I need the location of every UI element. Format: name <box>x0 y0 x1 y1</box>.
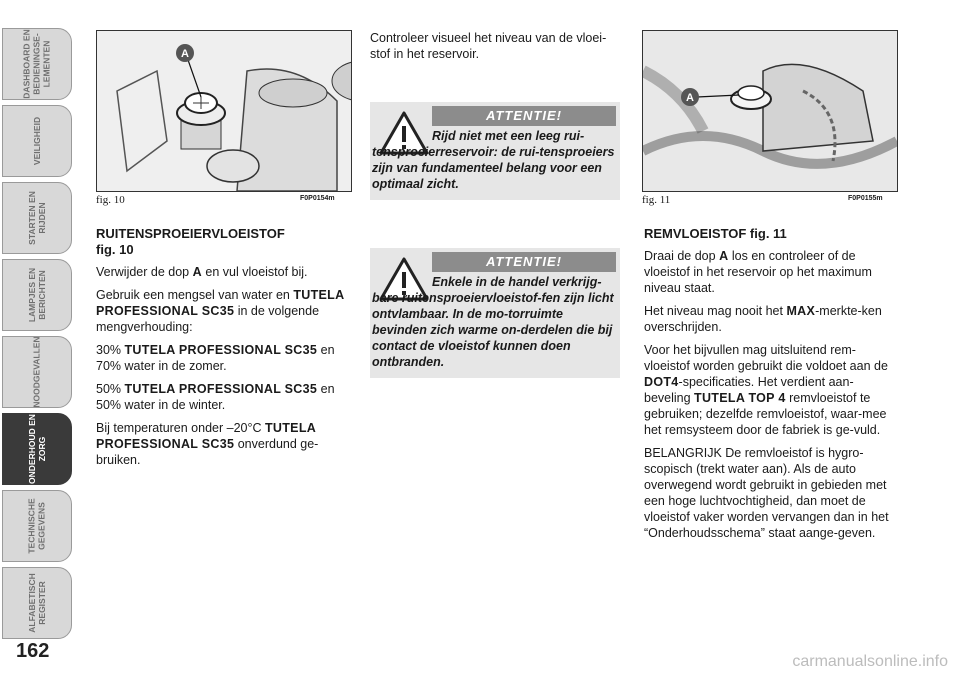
paragraph: Voor het bijvullen mag uitsluitend rem-vloeistof worden gebruikt die voldoet aan de DOT4-specificaties. Het verdient aan-beveling TUTELA TOP 4 remvloeistof te gebruiken; dezelfde remvloeistof, waar-mee het remsysteem door de fabriek is ge-vuld. <box>644 343 888 437</box>
paragraph: Verwijder de dop A en vul vloeistof bij. <box>96 265 308 279</box>
paragraph: Het niveau mag nooit het MAX-merkte-ken overschrijden. <box>644 304 882 334</box>
tab-label: NOODGEVALLEN <box>32 336 42 408</box>
tab-register[interactable] <box>2 567 72 639</box>
paragraph: Draai de dop A los en controleer of de vloeistof in het reservoir op het maximum niveau staat. <box>644 249 872 295</box>
attention-title: ATTENTIE! <box>432 252 616 272</box>
figure-11-caption: fig. 11 <box>642 194 671 206</box>
tab-label: ALFABETISCH REGISTER <box>27 573 47 633</box>
middle-intro: Controleer visueel het niveau van de vloei-stof in het reservoir. <box>370 31 607 61</box>
figure-10-image <box>96 30 352 192</box>
tab-label: DASHBOARD EN BEDIENINGSE- LEMENTEN <box>22 29 53 99</box>
attention-box-1 <box>370 102 620 200</box>
right-column <box>644 226 898 548</box>
paragraph: 30% TUTELA PROFESSIONAL SC35 en 70% water in de zomer. <box>96 343 335 373</box>
tab-onderhoud[interactable] <box>2 413 72 485</box>
watermark: carmanualsonline.info <box>792 653 948 670</box>
tab-label: STARTEN EN RIJDEN <box>27 191 47 245</box>
paragraph: BELANGRIJK De remvloeistof is hygro-scopisch (trekt water aan). Als de auto overwegend wordt gebruikt in gebieden met een hoge luchtvochtigheid, dan moet de vloeistof vaker worden vervangen dan in het “Onderhoudsschema” staat aange-geven. <box>644 446 889 540</box>
paragraph: Gebruik een mengsel van water en TUTELA PROFESSIONAL SC35 in de volgende mengverhouding: <box>96 288 344 334</box>
paragraph: 50% TUTELA PROFESSIONAL SC35 en 50% water in de winter. <box>96 382 335 412</box>
page-number: 162 <box>16 640 50 662</box>
figure-11-label: A <box>686 92 694 104</box>
figure-10-code: F0P0154m <box>300 195 335 202</box>
tab-dashboard[interactable] <box>2 28 72 100</box>
attention-text: Enkele in de handel verkrijg-bare ruitensproeiervloeistof-fen zijn licht ontvlambaar. In de mo-torruimte bevinden zich warme on-derdelen die bij contact de vloeistof kunnen doen ontbranden. <box>372 275 614 369</box>
tab-label: LAMPJES EN BERICHTEN <box>26 267 47 323</box>
tab-lampjes[interactable] <box>2 259 72 331</box>
attention-title: ATTENTIE! <box>432 106 616 126</box>
heading-figure-ref: fig. 10 <box>96 242 134 257</box>
left-column <box>96 226 350 475</box>
washer-reservoir-illustration <box>97 31 351 191</box>
tab-label: TECHNISCHE GEGEVENS <box>26 498 47 554</box>
tab-noodgevallen[interactable] <box>2 336 72 408</box>
attention-text: Rijd niet met een leeg rui-tensproeierreservoir: de rui-tensproeiers zijn van fundamenteel belang voor een optimaal zicht. <box>372 129 615 191</box>
attention-box-2 <box>370 248 620 378</box>
figure-11-image <box>642 30 898 192</box>
heading-title: RUITENSPROEIERVLOEISTOF <box>96 226 285 241</box>
brake-fluid-reservoir-illustration <box>643 31 897 191</box>
tab-starten[interactable] <box>2 182 72 254</box>
section-heading-brake: REMVLOEISTOF fig. 11 <box>644 226 787 241</box>
paragraph: Bij temperaturen onder –20°C TUTELA PROFESSIONAL SC35 onverdund ge-bruiken. <box>96 421 319 467</box>
tab-label: VEILIGHEID <box>32 116 42 166</box>
figure-10-label: A <box>181 48 189 60</box>
figure-10-caption: fig. 10 <box>96 194 125 206</box>
tab-technische[interactable] <box>2 490 72 562</box>
section-heading-washer <box>96 226 350 258</box>
figure-11-code: F0P0155m <box>848 195 883 202</box>
tab-veiligheid[interactable] <box>2 105 72 177</box>
tab-label: ONDERHOUD EN ZORG <box>27 414 47 484</box>
